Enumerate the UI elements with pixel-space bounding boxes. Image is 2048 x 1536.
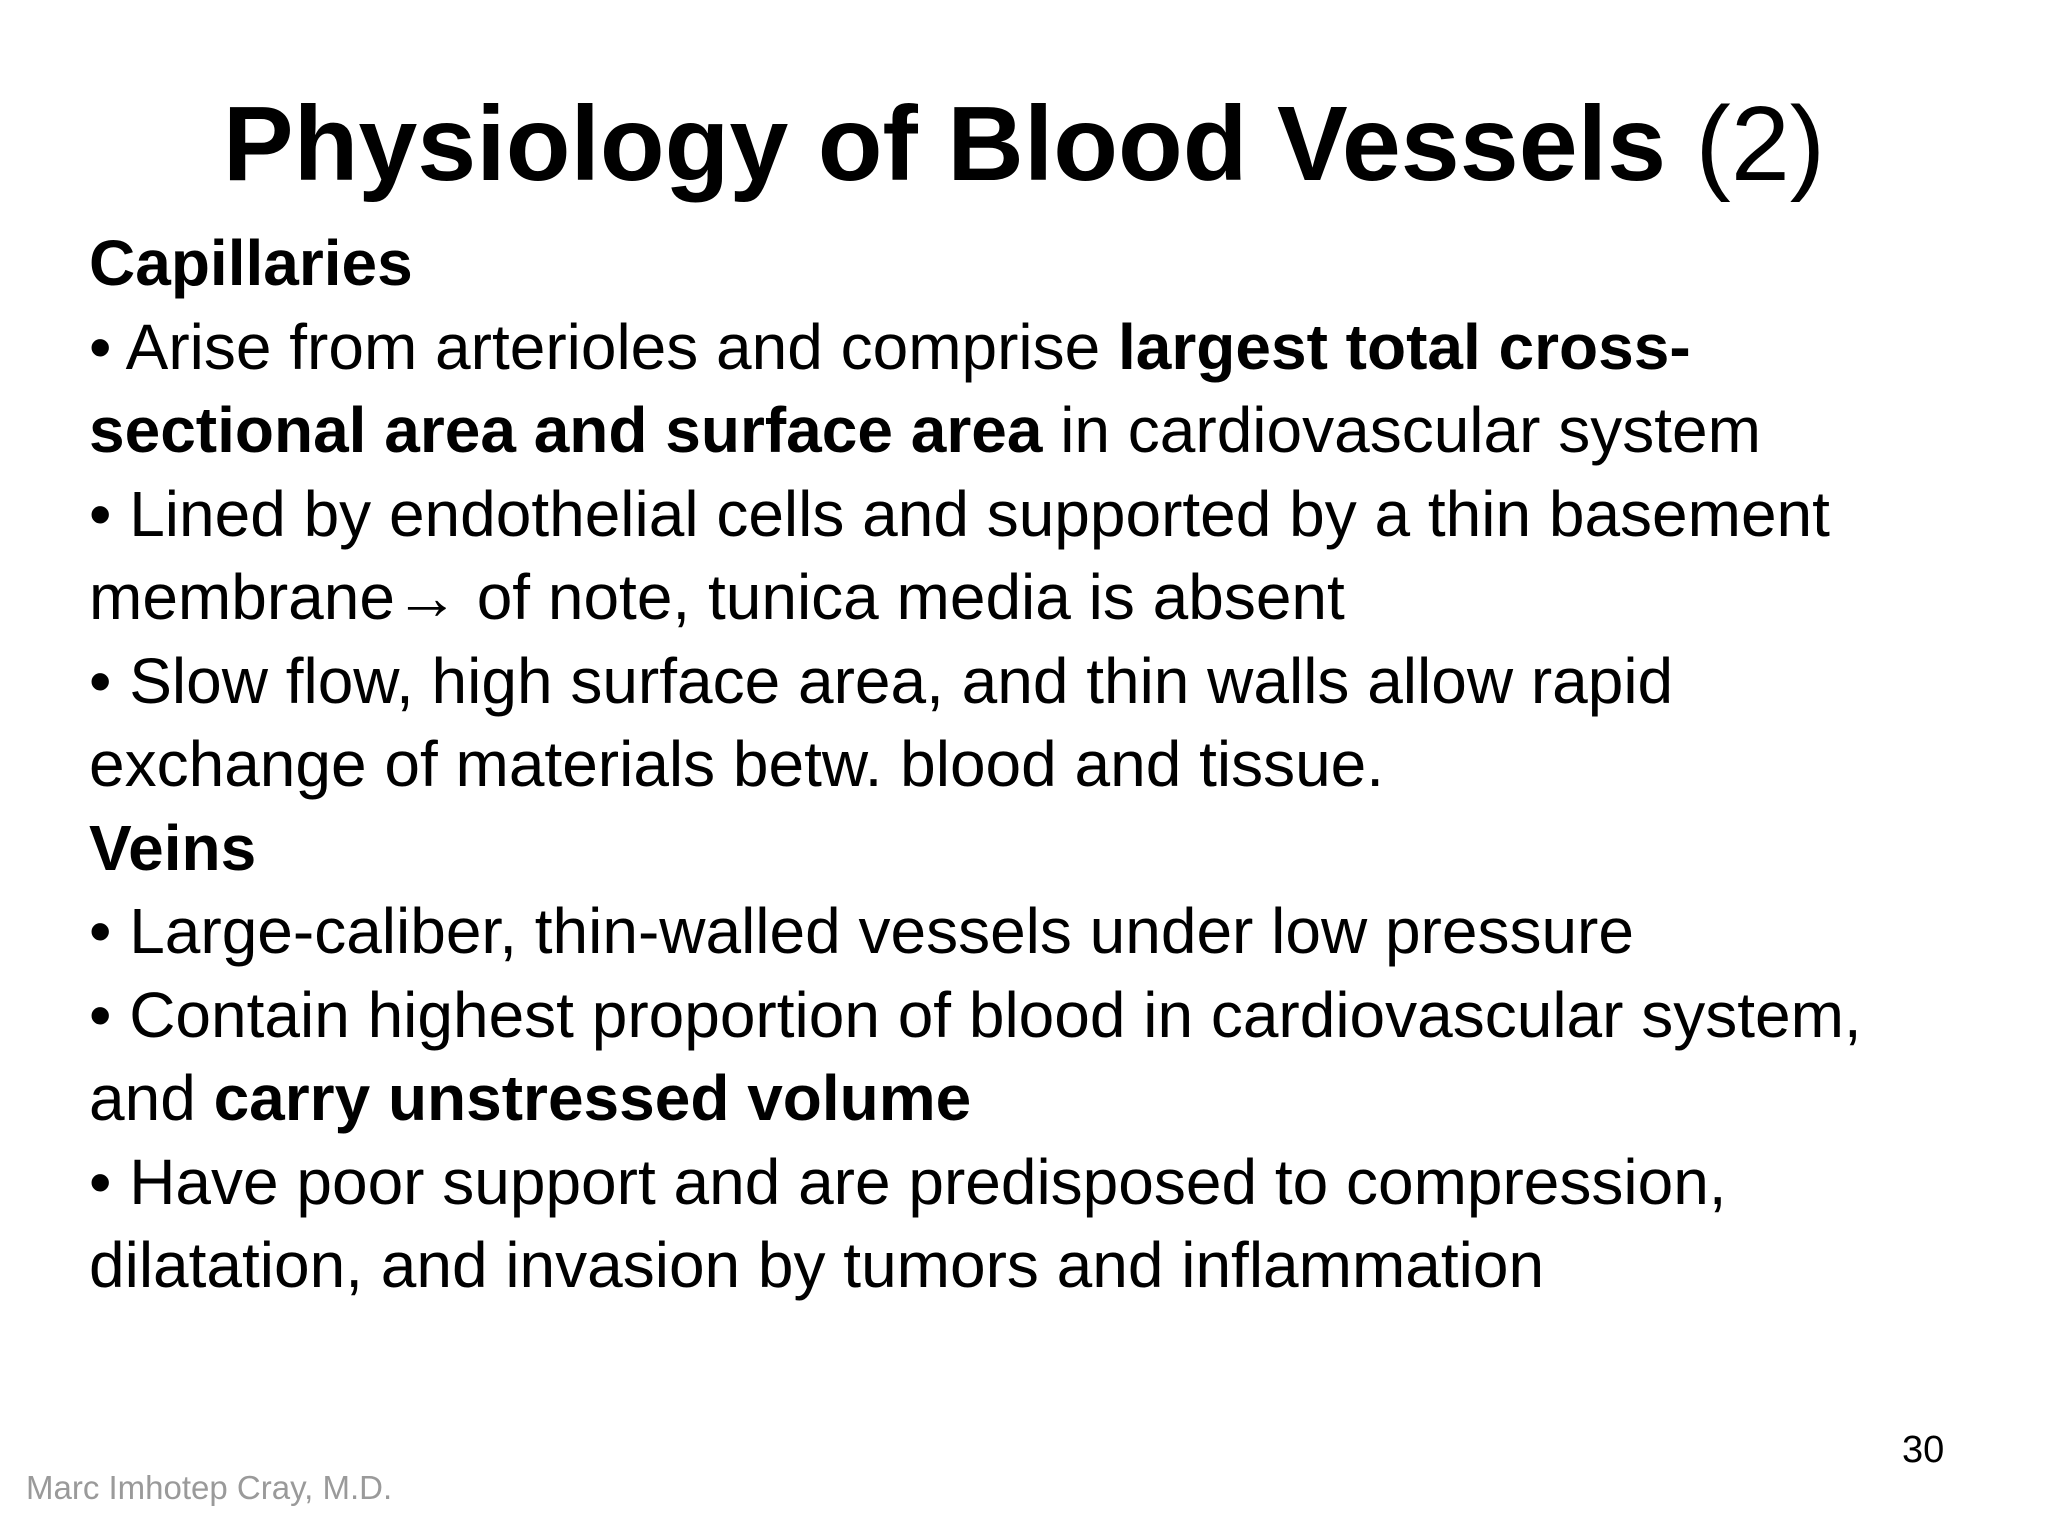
- capillaries-bullet-1-line-2: [89, 389, 2034, 473]
- slide-body: [89, 222, 2034, 1308]
- capillaries-bullet-1-emphasis-cont: sectional area and surface area: [89, 394, 1043, 466]
- veins-bullet-2-text: and: [89, 1062, 214, 1134]
- capillaries-bullet-1-text: • Arise from arterioles and comprise: [89, 310, 1118, 383]
- veins-bullet-3-line-2: dilatation, and invasion by tumors and inflammation: [89, 1229, 1545, 1301]
- veins-bullet-1: • Large-caliber, thin-walled vessels under low pressure: [89, 895, 1634, 967]
- veins-bullet-2-line-1: • Contain highest proportion of blood in cardiovascular system,: [89, 978, 1862, 1051]
- slide-title: [0, 84, 2048, 204]
- slide-title-number: (2): [1666, 85, 1826, 203]
- veins-bullet-3-line-1: • Have poor support and are predisposed to compression,: [89, 1145, 1727, 1218]
- capillaries-bullet-2-text: membrane: [89, 561, 395, 633]
- veins-heading: Veins: [89, 811, 257, 884]
- page-number: 30: [1902, 1429, 1945, 1471]
- capillaries-bullet-3-line-2: exchange of materials betw. blood and tissue.: [89, 728, 1385, 800]
- slide-title-main: Physiology of Blood Vessels: [222, 85, 1667, 203]
- capillaries-bullet-3-line-1: • Slow flow, high surface area, and thin walls allow rapid: [89, 644, 1674, 717]
- capillaries-bullet-1-line-1: [89, 306, 2034, 390]
- arrow-right-icon: →: [394, 561, 459, 633]
- veins-bullet-2-emphasis: carry unstressed volume: [213, 1062, 972, 1134]
- veins-bullet-2-line-2: [89, 1057, 2034, 1141]
- author-footer: Marc Imhotep Cray, M.D.: [26, 1469, 393, 1506]
- capillaries-bullet-2-line-2: [89, 556, 2034, 640]
- capillaries-bullet-2-line-1: • Lined by endothelial cells and supported by a thin basement: [89, 477, 1830, 550]
- capillaries-bullet-1-emphasis: largest total cross-: [1118, 310, 1691, 383]
- capillaries-bullet-2-text-cont: of note, tunica media is absent: [458, 561, 1345, 633]
- capillaries-heading: Capillaries: [89, 227, 413, 299]
- capillaries-bullet-1-text-cont: in cardiovascular system: [1042, 394, 1761, 466]
